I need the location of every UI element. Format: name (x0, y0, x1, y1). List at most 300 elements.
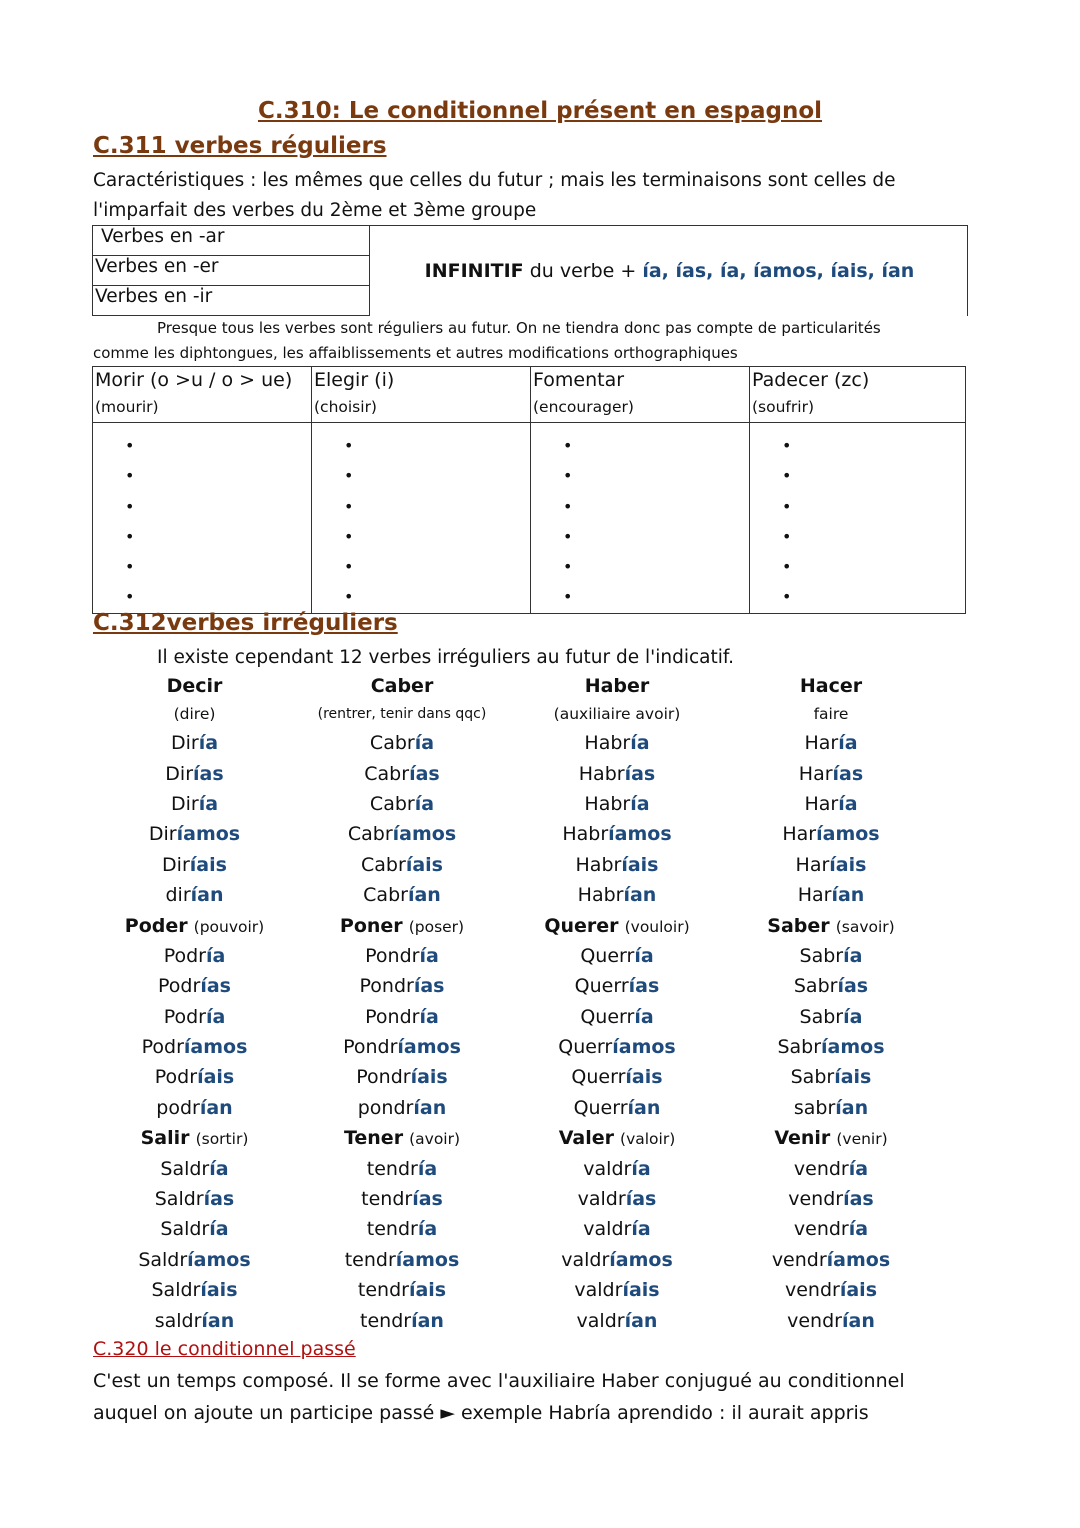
conjugated-form (731, 1066, 931, 1088)
verb-stem: Querr (580, 1005, 635, 1028)
exercise-answer-col-3[interactable] (531, 423, 750, 614)
verb-ending: ía (631, 1218, 651, 1241)
conjugated-form (301, 763, 503, 785)
conjugated-form (301, 884, 503, 906)
verb-ending: íais (621, 853, 659, 876)
conjugated-form (503, 945, 731, 967)
conjugated-form (503, 1066, 731, 1088)
verb-stem: pondr (357, 1096, 414, 1119)
conjugated-form (88, 793, 301, 815)
verb-head-cell (88, 1127, 301, 1149)
verb-ending: ía (414, 732, 435, 755)
conjugated-form (88, 1036, 301, 1058)
conjugated-form (88, 823, 301, 845)
exercise-verb: Elegir (i) (314, 369, 395, 391)
bullet-slot: • (782, 557, 792, 577)
exercise-answer-col-1[interactable] (93, 423, 312, 614)
verb-stem: Dir (165, 762, 194, 785)
verb-gloss: (auxiliaire avoir) (553, 705, 681, 723)
verb-stem: tendr (344, 1248, 396, 1271)
bullet-slot: • (563, 496, 573, 516)
conjugated-form (503, 1310, 731, 1332)
bullet-slot: • (563, 587, 573, 607)
verb-ending: íais (408, 1279, 447, 1302)
bullet-slot: • (782, 587, 792, 607)
verb-ending: íamos (397, 1036, 461, 1059)
conjugated-form (301, 1218, 503, 1240)
conjugated-form (503, 1188, 731, 1210)
verb-gloss: (venir) (836, 1130, 888, 1149)
conjugated-form (503, 1097, 731, 1119)
verb-ending: ían (413, 1096, 447, 1119)
verb-stem: Har (804, 732, 839, 755)
conjugated-form (731, 793, 931, 815)
verb-stem: Pondr (365, 944, 420, 967)
verb-head: Decir (166, 675, 223, 697)
verb-ending: ía (205, 944, 226, 967)
conjugated-form (88, 1006, 301, 1028)
conjugation-row (88, 819, 968, 849)
conjugated-form (503, 884, 731, 906)
conjugated-form (731, 1036, 931, 1058)
exercise-verb: Padecer (zc) (752, 369, 870, 391)
verb-stem: tendr (361, 1188, 413, 1211)
verb-ending: íamos (183, 1036, 248, 1059)
verb-ending: íamos (612, 1036, 676, 1059)
conjugation-row (88, 1002, 968, 1032)
bullet-slot: • (125, 557, 135, 577)
verb-ending: ía (198, 792, 219, 815)
conjugated-form (88, 763, 301, 785)
verb-ending: ía (209, 1157, 229, 1180)
verb-ending: íamos (608, 823, 672, 846)
regular-rule-table (92, 225, 968, 316)
verb-ending: íais (197, 1066, 235, 1089)
verb-ending: ías (624, 762, 656, 785)
intro-line-2: l'imparfait des verbes du 2ème et 3ème groupe (93, 200, 537, 221)
bullet-slot: • (125, 466, 135, 486)
conjugated-form (88, 1097, 301, 1119)
conjugated-form (503, 1249, 731, 1271)
verb-stem: vendr (793, 1157, 849, 1180)
verb-ending: ía (419, 1005, 439, 1028)
conjugation-row (88, 1275, 968, 1305)
conjugated-form (731, 1097, 931, 1119)
verb-head-cell (731, 1127, 931, 1149)
conjugated-form (301, 1066, 503, 1088)
verb-stem: Habr (575, 853, 622, 876)
rule-mid: du verbe + (523, 259, 643, 282)
conjugated-form (88, 1188, 301, 1210)
conjugated-form (503, 1036, 731, 1058)
verb-stem: Pondr (356, 1066, 411, 1089)
exercise-head-2 (312, 367, 531, 423)
bullet-slot: • (125, 496, 135, 516)
verb-stem: Har (797, 884, 832, 907)
verb-heads-row (88, 672, 968, 700)
bullet-slot: • (344, 466, 354, 486)
verb-stem: Pondr (365, 1005, 420, 1028)
verb-stem: Dir (170, 792, 199, 815)
verb-head: Saber (767, 914, 830, 937)
conjugated-form (503, 975, 731, 997)
conjugated-form (503, 732, 731, 754)
bullet-slot: • (344, 496, 354, 516)
verb-ending: ía (205, 1005, 226, 1028)
verb-ending: ía (417, 1157, 438, 1180)
group-er: Verbes en -er (93, 256, 370, 286)
conjugation-group-1 (88, 728, 968, 910)
note-line-1: Presque tous les verbes sont réguliers au futur. On ne tiendra donc pas compte de particularités (157, 319, 881, 337)
verb-head: Caber (370, 675, 434, 697)
conjugated-form (301, 1036, 503, 1058)
verb-stem: vendr (784, 1279, 840, 1302)
conjugated-form (731, 854, 931, 876)
verb-ending: ías (193, 762, 224, 785)
verb-stem: Habr (584, 732, 631, 755)
conjugation-row (88, 1305, 968, 1335)
verb-head: Querer (544, 914, 619, 937)
verb-ending: ía (848, 1157, 869, 1180)
bullet-slot: • (125, 526, 135, 546)
verb-ending: íamos (176, 823, 241, 846)
verb-ending: íamos (187, 1248, 251, 1271)
note-line-2: comme les diphtongues, les affaiblissements et autres modifications orthographiques (93, 344, 738, 362)
bullet-slot: • (344, 436, 354, 455)
verb-ending: ían (841, 1309, 875, 1332)
conjugated-form (731, 763, 931, 785)
conjugated-form (88, 884, 301, 906)
verb-stem: Habr (562, 823, 609, 846)
verb-head: Hacer (799, 675, 863, 697)
verb-stem: Querr (574, 975, 629, 998)
verb-heads-row (88, 910, 968, 940)
exercise-head-3 (531, 367, 750, 423)
conjugated-form (301, 975, 503, 997)
verb-stem: Sabr (790, 1066, 835, 1089)
conjugation-row (88, 1093, 968, 1123)
verb-head-cell (301, 915, 503, 937)
verb-ending: ía (417, 1218, 438, 1241)
verb-ending: íais (834, 1066, 872, 1089)
verb-ending: ían (411, 1309, 444, 1332)
verb-stem: Saldr (154, 1188, 204, 1211)
verb-gloss: (savoir) (835, 917, 895, 936)
verb-stem: Saldr (138, 1248, 188, 1271)
conjugated-form (88, 975, 301, 997)
verb-stem: Cabr (361, 853, 406, 876)
verb-stem: Har (804, 792, 839, 815)
conjugated-form (731, 884, 931, 906)
verb-stem: vendr (771, 1248, 827, 1271)
conjugated-form (301, 1249, 503, 1271)
section-heading-irreguliers: C.312verbes irréguliers (93, 610, 398, 636)
verb-stem: podr (156, 1096, 200, 1119)
verb-gloss: (dire) (173, 705, 216, 723)
verb-gloss: (poser) (408, 917, 465, 936)
verb-stem: Querr (573, 1096, 628, 1119)
verb-stem: Querr (558, 1036, 613, 1059)
verb-head: Venir (774, 1127, 831, 1150)
exercise-table (92, 366, 966, 614)
verb-stem: Dir (170, 732, 199, 755)
conjugation-row (88, 1184, 968, 1214)
verb-stem: Dir (162, 853, 190, 876)
verb-ending: ían (201, 1309, 235, 1332)
rule-endings: ía, ías, ía, íamos, íais, ían (642, 259, 915, 282)
verb-ending: ías (409, 762, 440, 785)
conjugated-form (88, 1310, 301, 1332)
verb-stem: vendr (793, 1218, 849, 1241)
verb-head-cell (731, 915, 931, 937)
verb-ending: ía (630, 792, 650, 815)
verb-ending: ías (628, 975, 660, 998)
verb-stem: Saldr (160, 1157, 210, 1180)
irregular-verbs-grid (88, 672, 968, 1336)
conjugated-form (731, 1249, 931, 1271)
verb-stem: Querr (580, 944, 635, 967)
exercise-answer-col-2[interactable] (312, 423, 531, 614)
verb-stem: Habr (577, 884, 624, 907)
conjugation-group-2 (88, 941, 968, 1123)
conjugated-form (503, 1218, 731, 1240)
verb-head: Poder (124, 914, 188, 937)
conjugation-row (88, 880, 968, 910)
verb-gloss: faire (813, 705, 849, 723)
exercise-answer-col-4[interactable] (750, 423, 966, 614)
conjugated-form (503, 1006, 731, 1028)
verb-ending: ía (209, 1218, 229, 1241)
verb-ending: ían (199, 1096, 233, 1119)
conjugated-form (301, 1188, 503, 1210)
verb-stem: Har (798, 762, 833, 785)
conjugated-form (88, 1249, 301, 1271)
verb-stem: Podr (163, 944, 206, 967)
conjugated-form (503, 1158, 731, 1180)
verb-stem: Dir (148, 823, 177, 846)
conjugated-form (88, 1158, 301, 1180)
verb-ending: ía (848, 1218, 869, 1241)
verb-ending: íais (189, 853, 227, 876)
verb-gloss-row (88, 700, 968, 728)
verb-stem: Querr (571, 1066, 626, 1089)
verb-ending: ía (198, 732, 219, 755)
verb-ending: ía (630, 732, 650, 755)
conjugated-form (88, 1218, 301, 1240)
conjugated-form (88, 945, 301, 967)
conjugated-form (301, 793, 503, 815)
conjugated-form (88, 732, 301, 754)
conjugated-form (503, 1279, 731, 1301)
bullet-slot: • (563, 466, 573, 486)
verb-gloss: (vouloir) (624, 917, 690, 936)
verb-ending: ían (835, 1096, 869, 1119)
exercise-head-4 (750, 367, 966, 423)
verb-stem: sabr (793, 1096, 836, 1119)
passe-line-2: auquel on ajoute un participe passé ► exemple Habría aprendido : il aurait appris (93, 1402, 869, 1424)
intro-line-1: Caractéristiques : les mêmes que celles du futur ; mais les terminaisons sont celles de (93, 170, 896, 191)
conjugation-row (88, 758, 968, 788)
bullet-slot: • (125, 436, 135, 455)
verb-stem: valdr (583, 1218, 632, 1241)
conjugated-form (731, 823, 931, 845)
verb-ending: ían (623, 884, 657, 907)
conjugated-form (731, 1188, 931, 1210)
verb-ending: íamos (609, 1248, 673, 1271)
verb-stem: valdr (583, 1157, 632, 1180)
verb-head: Salir (140, 1127, 190, 1150)
verb-stem: Cabr (364, 762, 410, 785)
exercise-head-1 (93, 367, 312, 423)
exercise-verb: Fomentar (533, 369, 625, 391)
verb-stem: Podr (158, 975, 201, 998)
verb-ending: ían (624, 1309, 658, 1332)
conjugated-form (731, 1218, 931, 1240)
conjugation-row (88, 789, 968, 819)
conjugated-form (503, 854, 731, 876)
bullet-slot: • (344, 526, 354, 546)
conjugation-row (88, 728, 968, 758)
verb-ending: ía (838, 732, 858, 755)
verb-ending: íamos (392, 823, 457, 846)
verb-stem: Podr (141, 1036, 184, 1059)
verb-stem: Sabr (793, 975, 838, 998)
verb-stem: Cabr (363, 884, 408, 907)
verb-ending: íais (625, 1066, 663, 1089)
verb-stem: Saldr (151, 1279, 201, 1302)
verb-ending: ía (838, 792, 858, 815)
bullet-slot: • (563, 526, 573, 546)
verb-stem: saldr (154, 1309, 202, 1332)
verb-ending: íais (829, 853, 867, 876)
verb-stem: vendr (787, 1309, 842, 1332)
conjugated-form (731, 1310, 931, 1332)
conjugation-group-3 (88, 1153, 968, 1335)
verb-ending: ían (831, 884, 865, 907)
rule-infinitif: INFINITIF (424, 259, 524, 282)
verb-head-cell (301, 1127, 503, 1149)
conjugated-form (301, 945, 503, 967)
conjugated-form (301, 1097, 503, 1119)
verb-stem: Cabr (369, 732, 415, 755)
exercise-gloss: (mourir) (95, 398, 159, 416)
conjugated-form (88, 854, 301, 876)
verb-head-cell (503, 915, 731, 937)
verb-head: Valer (558, 1127, 614, 1150)
verb-head: Haber (584, 675, 650, 697)
verb-ending: ías (200, 975, 231, 998)
verb-stem: Cabr (347, 823, 393, 846)
page-title: C.310: Le conditionnel présent en espagnol (257, 98, 823, 124)
verb-ending: íamos (821, 1036, 885, 1059)
verb-ending: íamos (395, 1248, 460, 1271)
verb-ending: ías (625, 1188, 657, 1211)
verb-ending: ía (843, 1005, 863, 1028)
rule-cell (370, 226, 968, 316)
conjugated-form (301, 1158, 503, 1180)
verb-ending: ías (412, 1188, 443, 1211)
conjugation-row (88, 971, 968, 1001)
conjugated-form (731, 1158, 931, 1180)
verb-head: Tener (343, 1127, 404, 1150)
verb-ending: ía (419, 944, 439, 967)
conjugated-form (503, 793, 731, 815)
verb-stem: Habr (578, 762, 625, 785)
verb-stem: Podr (163, 1005, 206, 1028)
verb-ending: ías (832, 762, 864, 785)
conjugated-form (503, 763, 731, 785)
verb-stem: Har (795, 853, 830, 876)
conjugation-row (88, 1032, 968, 1062)
verb-stem: vendr (788, 1188, 844, 1211)
verb-stem: tendr (360, 1309, 412, 1332)
verb-stem: Cabr (369, 792, 415, 815)
verb-ending: íais (622, 1279, 660, 1302)
verb-ending: ía (843, 944, 863, 967)
conjugation-row (88, 1062, 968, 1092)
conjugated-form (301, 1279, 503, 1301)
conjugated-form (731, 732, 931, 754)
verb-ending: íais (405, 853, 443, 876)
verb-stem: dir (165, 884, 191, 907)
verb-ending: ían (190, 884, 224, 907)
verb-stem: tendr (366, 1157, 418, 1180)
verb-stem: valdr (577, 1188, 626, 1211)
verb-stem: Sabr (799, 1005, 844, 1028)
verb-stem: Sabr (777, 1036, 822, 1059)
verb-ending: íais (410, 1066, 448, 1089)
bullet-slot: • (782, 466, 792, 486)
group-ar: Verbes en -ar (93, 226, 370, 256)
verb-heads-row (88, 1123, 968, 1153)
conjugated-form (301, 1006, 503, 1028)
verb-ending: íamos (826, 1248, 891, 1271)
verb-gloss: (avoir) (409, 1130, 461, 1149)
verb-ending: ía (414, 792, 435, 815)
verb-ending: ía (634, 944, 654, 967)
verb-stem: Podr (154, 1066, 198, 1089)
conjugated-form (301, 854, 503, 876)
verb-ending: ían (627, 1096, 661, 1119)
verb-ending: íamos (816, 823, 880, 846)
verb-ending: ía (634, 1005, 654, 1028)
verb-head-cell (88, 915, 301, 937)
conjugated-form (301, 823, 503, 845)
verb-stem: Sabr (799, 944, 844, 967)
conjugated-form (731, 1279, 931, 1301)
verb-gloss: (sortir) (195, 1130, 249, 1149)
verb-ending: ías (843, 1188, 874, 1211)
bullet-slot: • (782, 496, 792, 516)
passe-line-1: C'est un temps composé. Il se forme avec l'auxiliaire Haber conjugué au conditionnel (93, 1370, 905, 1392)
verb-stem: tendr (357, 1279, 409, 1302)
verb-stem: Har (782, 823, 817, 846)
conjugation-row (88, 850, 968, 880)
bullet-slot: • (344, 587, 354, 607)
verb-stem: valdr (574, 1279, 623, 1302)
verb-stem: tendr (366, 1218, 418, 1241)
conjugated-form (503, 823, 731, 845)
bullet-slot: • (782, 526, 792, 546)
verb-gloss: (pouvoir) (193, 917, 265, 936)
verb-stem: valdr (576, 1309, 625, 1332)
exercise-gloss: (encourager) (533, 398, 634, 416)
conjugated-form (301, 1310, 503, 1332)
verb-ending: ías (413, 975, 445, 998)
verb-ending: íais (200, 1279, 238, 1302)
conjugation-row (88, 1214, 968, 1244)
conjugated-form (88, 1066, 301, 1088)
